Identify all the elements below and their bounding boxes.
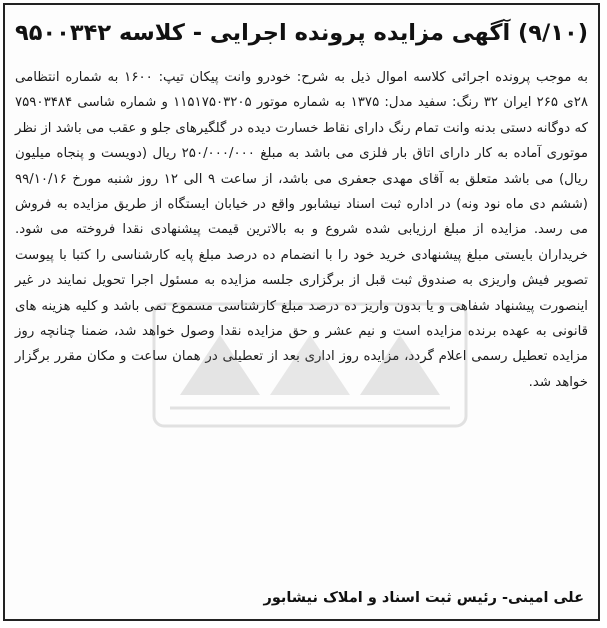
notice-title: (۹/۱۰) آگهی مزایده پرونده اجرایی - کلاسه ۹۵۰۰۳۴۲ xyxy=(14,20,589,46)
notice-signature: علی امینی- رئیس ثبت اسناد و املاک نیشابور xyxy=(263,590,584,606)
notice-body: به موجب پرونده اجرائی کلاسه اموال ذیل به شرح: خودرو وانت پیکان تیپ: ۱۶۰۰ به شماره انتظامی ۲۸ی ۲۶۵ ایران ۳۲ رنگ: سفید مدل: ۱۳۷۵ به شماره موتور ۱۱۵۱۷۵۰۳۲۰۵ و شماره شاسی ۷۵۹۰۳۴۸۴ که دوگانه دستی بدنه وانت تمام رنگ دارای نقاط خسارت دیده در گلگیرهای جلو و عقب می باشد از نظر موتوری آماده به کار دارای اتاق بار فلزی می باشد به مبلغ ۲۵۰/۰۰۰/۰۰۰ ریال (دویست و پنجاه میلیون ریال) می باشد متعلق به آقای مهدی جعفری می باشد، از ساعت ۹ الی ۱۲ روز شنبه مورخ ۹۹/۱۰/۱۶ (ششم دی ماه نود ونه) در اداره ثبت اسناد نیشابور واقع در خیابان ایستگاه از طریق مزایده به فروش می رسد. مزایده از مبلغ ارزیابی شده شروع و به بالاترین قیمت پیشنهادی نقدا فروخته می شود. خریداران بایستی مبلغ پیشنهادی خرید خود را با انضمام ده درصد مبلغ پایه کارشناسی را کتبا با پیوست تصویر فیش واریزی به صندوق ثبت قبل از برگزاری جلسه مزایده به مسئول اجرا تحویل نمایند در غیر اینصورت پیشنهاد شفاهی و یا بدون واریز ده درصد مبلغ کارشناسی مسموع نمی باشد و کلیه هزینه های قانونی به عهده برنده مزایده است و نیم عشر و حق مزایده نقدا وصول خواهد شد، ضمنا چنانچه روز مزایده تعطیل رسمی اعلام گردد، مزایده روز اداری بعد از تعطیلی در همان ساعت و مکان مقرر برگزار خواهد شد. xyxy=(15,70,588,390)
notice-frame xyxy=(3,3,600,621)
